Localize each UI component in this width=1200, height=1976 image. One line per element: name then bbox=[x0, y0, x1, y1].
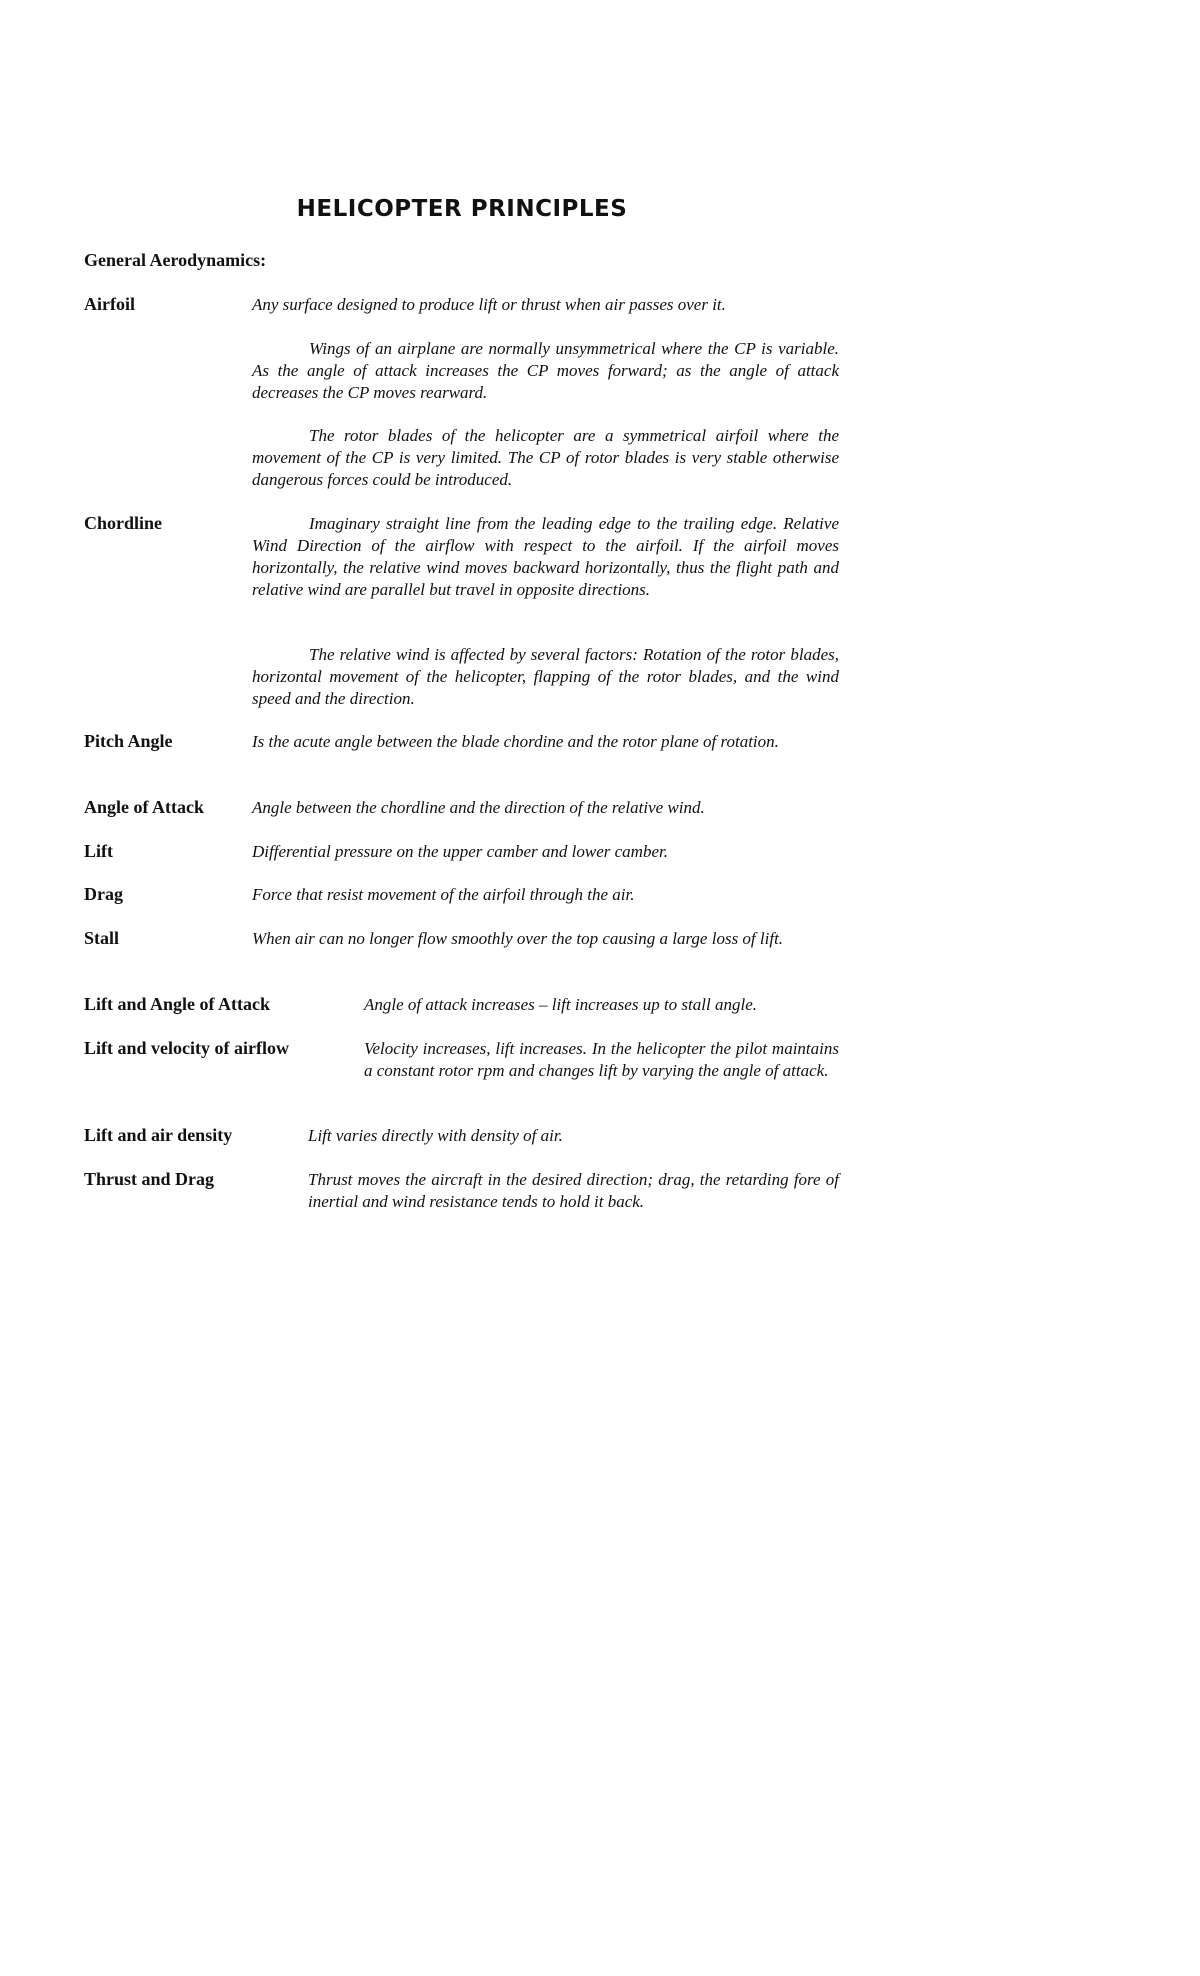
definition-stall: When air can no longer flow smoothly over the top causing a large loss of lift. bbox=[252, 929, 784, 948]
term-thrust-and-drag: Thrust and Drag bbox=[84, 1169, 215, 1189]
definition-lift-and-velocity: Velocity increases, lift increases. In the helicopter the pilot maintains a constant rotor rpm and changes lift by varying the angle of attack. bbox=[364, 1039, 839, 1080]
term-stall: Stall bbox=[84, 928, 120, 948]
paragraph-relative-wind: The relative wind is affected by several factors: Rotation of the rotor blades, horizontal movement of the helicopter, flapping of the rotor blades, and the wind speed and the direction. bbox=[252, 645, 839, 708]
term-lift-and-air-density: Lift and air density bbox=[84, 1125, 233, 1145]
definition-angle-of-attack: Angle between the chordline and the direction of the relative wind. bbox=[252, 798, 705, 817]
term-drag: Drag bbox=[84, 884, 123, 904]
definition-thrust-and-drag: Thrust moves the aircraft in the desired direction; drag, the retarding fore of inertial and wind resistance tends to hold it back. bbox=[308, 1170, 839, 1211]
definition-chordline: Imaginary straight line from the leading edge to the trailing edge. Relative Wind Direction of the airflow with respect to the airfoil. If the airfoil moves horizontally, the relative wind moves backward horizontally, thus the flight path and relative wind are parallel but travel in opposite directions. bbox=[252, 514, 839, 599]
definition-airfoil: Any surface designed to produce lift or thrust when air passes over it. bbox=[252, 295, 726, 314]
definition-lift-and-air-density: Lift varies directly with density of air. bbox=[308, 1126, 563, 1145]
term-chordline: Chordline bbox=[84, 513, 163, 533]
definition-pitch-angle: Is the acute angle between the blade chordine and the rotor plane of rotation. bbox=[252, 732, 779, 751]
section-heading: General Aerodynamics: bbox=[84, 250, 267, 270]
definition-lift-and-angle-of-attack: Angle of attack increases – lift increases up to stall angle. bbox=[364, 995, 757, 1014]
page-title: HELICOPTER PRINCIPLES bbox=[296, 196, 628, 222]
paragraph-airfoil-rotor: The rotor blades of the helicopter are a symmetrical airfoil where the movement of the CP is very limited. The CP of rotor blades is very stable otherwise dangerous forces could be introduced. bbox=[252, 426, 839, 489]
term-lift-and-angle-of-attack: Lift and Angle of Attack bbox=[84, 994, 271, 1014]
definition-drag: Force that resist movement of the airfoil through the air. bbox=[252, 885, 635, 904]
definition-lift: Differential pressure on the upper camber and lower camber. bbox=[252, 842, 668, 861]
term-lift-and-velocity: Lift and velocity of airflow bbox=[84, 1038, 289, 1058]
term-pitch-angle: Pitch Angle bbox=[84, 731, 173, 751]
term-angle-of-attack: Angle of Attack bbox=[84, 797, 204, 817]
term-airfoil: Airfoil bbox=[84, 294, 135, 314]
term-lift: Lift bbox=[84, 841, 113, 861]
paragraph-airfoil-wings: Wings of an airplane are normally unsymmetrical where the CP is variable. As the angle of attack increases the CP moves forward; as the angle of attack decreases the CP moves rearward. bbox=[252, 339, 839, 402]
